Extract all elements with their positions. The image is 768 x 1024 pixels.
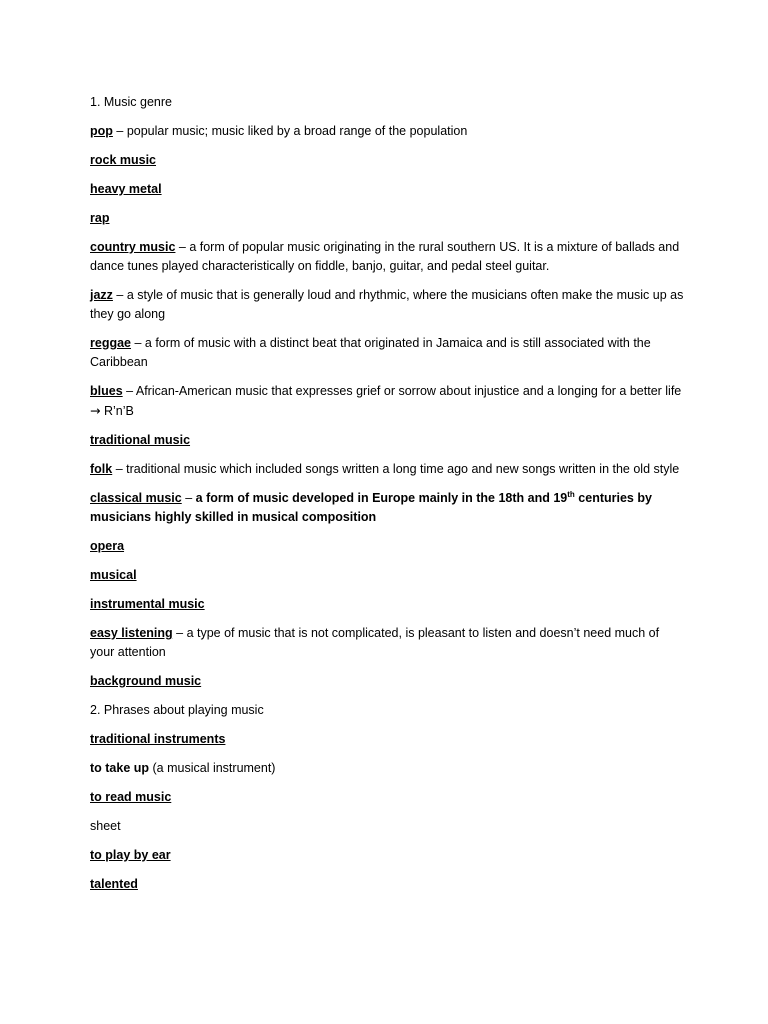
term-classical-music: classical music	[90, 491, 182, 505]
entry-easy-listening	[90, 624, 686, 662]
text-sheet: sheet	[90, 819, 121, 833]
section-heading-phrases: 2. Phrases about playing music	[90, 703, 264, 717]
definition-easy-listening: – a type of music that is not complicated, is pleasant to listen and doesn’t need much of your attention	[90, 626, 660, 659]
entry-talented	[90, 875, 686, 894]
entry-instrumental-music	[90, 595, 686, 614]
definition-reggae: – a form of music with a distinct beat that originated in Jamaica and is still associated with the Caribbean	[90, 336, 651, 369]
entry-blues	[90, 382, 686, 421]
definition-to-take-up: (a musical instrument)	[149, 761, 276, 775]
definition-classical-music-a: a form of music developed in Europe mainly in the 18th and 19	[195, 491, 568, 505]
definition-jazz: – a style of music that is generally loud and rhythmic, where the musicians often make the music up as they go along	[90, 288, 684, 321]
definition-blues-end: R’n’B	[100, 404, 134, 418]
definition-country-music: – a form of popular music originating in the rural southern US. It is a mixture of ballads and dance tunes played characteristically on fiddle, banjo, guitar, and pedal steel guitar.	[90, 240, 680, 273]
term-opera: opera	[90, 539, 125, 553]
definition-classical-dash: –	[181, 491, 196, 505]
arrow-right-icon: →	[90, 403, 101, 418]
term-rap: rap	[90, 211, 110, 225]
entry-folk	[90, 460, 686, 479]
entry-jazz	[90, 286, 686, 324]
term-country-music: country music	[90, 240, 176, 254]
entry-country-music	[90, 238, 686, 276]
term-to-read-music: to read music	[90, 790, 172, 804]
entry-rock-music	[90, 151, 686, 170]
term-talented: talented	[90, 877, 138, 891]
entry-reggae	[90, 334, 686, 372]
term-musical: musical	[90, 568, 137, 582]
section-heading-music-genre: 1. Music genre	[90, 95, 172, 109]
entry-background-music	[90, 672, 686, 691]
entry-pop	[90, 122, 686, 141]
entry-sheet	[90, 817, 686, 836]
term-rock-music: rock music	[90, 153, 157, 167]
entry-classical-music	[90, 489, 686, 527]
term-pop: pop	[90, 124, 113, 138]
term-instrumental-music: instrumental music	[90, 597, 205, 611]
term-to-take-up: to take up	[90, 761, 150, 775]
term-folk: folk	[90, 462, 113, 476]
term-jazz: jazz	[90, 288, 113, 302]
entry-opera	[90, 537, 686, 556]
definition-folk: – traditional music which included songs written a long time ago and new songs written in the old style	[112, 462, 680, 476]
document-page	[90, 93, 686, 904]
term-traditional-music: traditional music	[90, 433, 191, 447]
entry-rap	[90, 209, 686, 228]
term-heavy-metal: heavy metal	[90, 182, 162, 196]
term-reggae: reggae	[90, 336, 131, 350]
entry-to-take-up	[90, 759, 686, 778]
entry-heavy-metal	[90, 180, 686, 199]
term-to-play-by-ear: to play by ear	[90, 848, 171, 862]
term-traditional-instruments: traditional instruments	[90, 732, 226, 746]
term-easy-listening: easy listening	[90, 626, 173, 640]
entry-musical	[90, 566, 686, 585]
term-background-music: background music	[90, 674, 202, 688]
term-blues: blues	[90, 384, 123, 398]
entry-traditional-music	[90, 431, 686, 450]
entry-to-play-by-ear	[90, 846, 686, 865]
definition-classical-music-b: centuries by musicians highly skilled in musical composition	[90, 491, 652, 524]
entry-traditional-instruments	[90, 730, 686, 749]
definition-pop: – popular music; music liked by a broad range of the population	[112, 124, 468, 138]
superscript-th: th	[567, 489, 575, 499]
definition-blues: – African-American music that expresses grief or sorrow about injustice and a longing for a better life	[122, 384, 682, 398]
entry-to-read-music	[90, 788, 686, 807]
